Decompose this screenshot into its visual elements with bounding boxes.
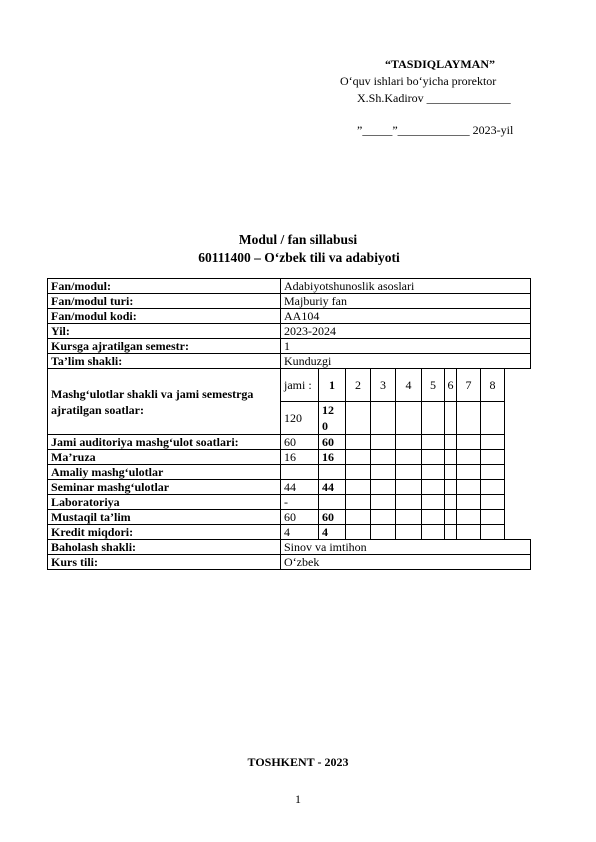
semester-1-value: 60 bbox=[319, 510, 346, 525]
row-value: O‘zbek bbox=[281, 555, 531, 570]
approval-date: ”_____”____________ 2023-yil bbox=[357, 123, 514, 137]
table-row bbox=[48, 465, 531, 480]
approval-position: O‘quv ishlari bo‘yicha prorektor bbox=[340, 74, 497, 88]
table-row bbox=[48, 339, 531, 354]
row-label: Fan/modul: bbox=[48, 279, 281, 294]
table-row bbox=[48, 495, 531, 510]
row-label: Fan/modul turi: bbox=[48, 294, 281, 309]
row-value: 1 bbox=[281, 339, 531, 354]
semester-1-value bbox=[319, 495, 346, 510]
jami-value bbox=[281, 465, 319, 480]
syllabus-table bbox=[47, 278, 531, 570]
table-row bbox=[48, 525, 531, 540]
jami-value: 60 bbox=[281, 435, 319, 450]
jami-value: 60 bbox=[281, 510, 319, 525]
page-number: 1 bbox=[295, 792, 301, 806]
footer-city-year: TOSHKENT - 2023 bbox=[247, 755, 349, 769]
table-row bbox=[48, 450, 531, 465]
row-label: Amaliy mashg‘ulotlar bbox=[48, 465, 281, 480]
jami-value: 16 bbox=[281, 450, 319, 465]
table-row bbox=[48, 309, 531, 324]
row-label: Seminar mashg‘ulotlar bbox=[48, 480, 281, 495]
row-label: Jami auditoriya mashg‘ulot soatlari: bbox=[48, 435, 281, 450]
semester-1-value: 60 bbox=[319, 435, 346, 450]
semester-1-total: 12 0 bbox=[319, 402, 346, 435]
row-label: Ma’ruza bbox=[48, 450, 281, 465]
approval-title: “TASDIQLAYMAN” bbox=[384, 57, 495, 71]
semester-header: 5 bbox=[422, 369, 445, 402]
row-value: 2023-2024 bbox=[281, 324, 531, 339]
row-label: Ta’lim shakli: bbox=[48, 354, 281, 369]
row-label: Yil: bbox=[48, 324, 281, 339]
row-value: Adabiyotshunoslik asoslari bbox=[281, 279, 531, 294]
approval-block bbox=[340, 56, 560, 139]
row-label: Fan/modul kodi: bbox=[48, 309, 281, 324]
row-value: Kunduzgi bbox=[281, 354, 531, 369]
semester-header: 6 bbox=[445, 369, 457, 402]
table-row bbox=[48, 294, 531, 309]
table-row bbox=[48, 540, 531, 555]
table-row bbox=[48, 324, 531, 339]
semester-header: 8 bbox=[481, 369, 505, 402]
table-row bbox=[48, 555, 531, 570]
approval-signatory: X.Sh.Kadirov ______________ bbox=[357, 91, 511, 105]
row-label: Kursga ajratilgan semestr: bbox=[48, 339, 281, 354]
row-label: Baholash shakli: bbox=[48, 540, 281, 555]
semester-header: 7 bbox=[457, 369, 481, 402]
jami-value: 4 bbox=[281, 525, 319, 540]
semester-1-value: 16 bbox=[319, 450, 346, 465]
jami-header: jami : bbox=[281, 369, 319, 402]
hours-header-row bbox=[48, 369, 531, 402]
hours-label: Mashg‘ulotlar shakli va jami semestrga ajratilgan soatlar: bbox=[48, 369, 281, 435]
document-subtitle: 60111400 – O‘zbek tili va adabiyoti bbox=[198, 250, 400, 265]
semester-1-value bbox=[319, 465, 346, 480]
table-row bbox=[48, 279, 531, 294]
row-label: Kurs tili: bbox=[48, 555, 281, 570]
semester-header: 4 bbox=[396, 369, 422, 402]
jami-value: 44 bbox=[281, 480, 319, 495]
jami-total: 120 bbox=[281, 402, 319, 435]
semester-1-value: 4 bbox=[319, 525, 346, 540]
row-value: Majburiy fan bbox=[281, 294, 531, 309]
jami-value: - bbox=[281, 495, 319, 510]
table-row bbox=[48, 510, 531, 525]
row-value: Sinov va imtihon bbox=[281, 540, 531, 555]
row-label: Mustaqil ta’lim bbox=[48, 510, 281, 525]
semester-header: 2 bbox=[346, 369, 371, 402]
row-label: Laboratoriya bbox=[48, 495, 281, 510]
document-title: Modul / fan sillabusi bbox=[238, 232, 358, 247]
document-heading bbox=[0, 231, 596, 267]
row-value: AA104 bbox=[281, 309, 531, 324]
table-row bbox=[48, 480, 531, 495]
semester-header: 1 bbox=[319, 369, 346, 402]
semester-header: 3 bbox=[371, 369, 396, 402]
semester-1-value: 44 bbox=[319, 480, 346, 495]
row-label: Kredit miqdori: bbox=[48, 525, 281, 540]
table-row bbox=[48, 435, 531, 450]
table-row bbox=[48, 354, 531, 369]
